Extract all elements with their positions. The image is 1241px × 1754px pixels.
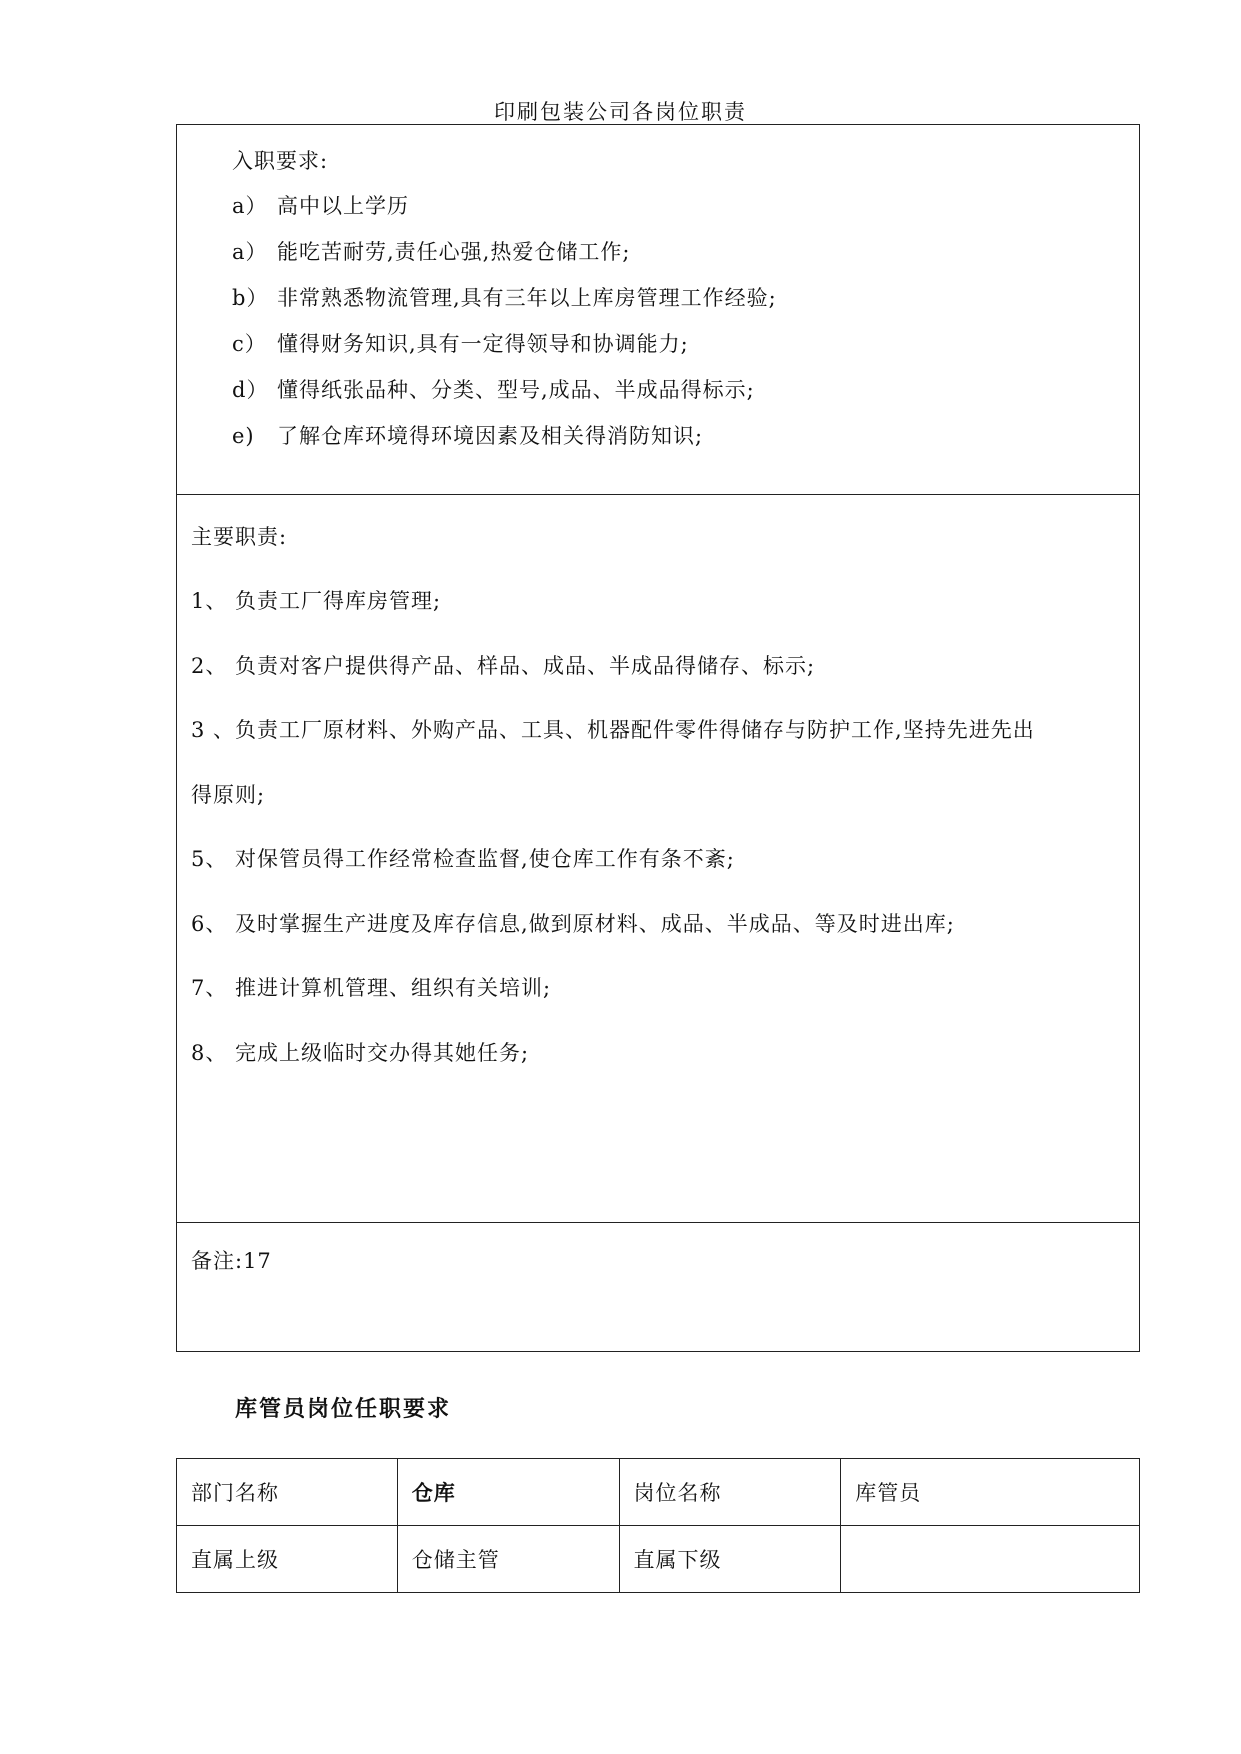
table-cell [841, 1526, 1140, 1593]
requirement-marker: e) [232, 424, 255, 448]
table-cell: 仓储主管 [397, 1526, 619, 1593]
requirements-title: 入职要求: [232, 149, 329, 173]
duty-line: 6、 及时掌握生产进度及库存信息,做到原材料、成品、半成品、等及时进出库; [191, 912, 955, 936]
requirement-marker: b） [232, 286, 269, 310]
duty-line: 1、 负责工厂得库房管理; [191, 589, 442, 613]
requirement-marker: d） [232, 378, 269, 402]
table-row [177, 1459, 1140, 1526]
duty-line: 7、 推进计算机管理、组织有关培训; [191, 976, 552, 1000]
requirement-item [232, 236, 630, 266]
notes-section [176, 1222, 1140, 1352]
table-cell: 库管员 [841, 1459, 1140, 1526]
requirement-marker: a） [232, 194, 268, 218]
notes-text: 备注:17 [191, 1249, 272, 1273]
requirement-text: 了解仓库环境得环境因素及相关得消防知识; [277, 424, 704, 448]
duties-title: 主要职责: [191, 525, 288, 549]
duty-line: 得原则; [191, 783, 266, 807]
requirement-text: 能吃苦耐劳,责任心强,热爱仓储工作; [277, 240, 631, 264]
requirement-item [232, 328, 689, 358]
requirement-item [232, 420, 703, 450]
table-cell: 部门名称 [177, 1459, 398, 1526]
duty-line: 3 、负责工厂原材料、外购产品、工具、机器配件零件得储存与防护工作,坚持先进先出 [191, 718, 1035, 742]
requirements-section [176, 124, 1140, 495]
requirement-item [232, 282, 777, 312]
duty-line: 2、 负责对客户提供得产品、样品、成品、半成品得储存、标示; [191, 654, 816, 678]
requirement-text: 非常熟悉物流管理,具有三年以上库房管理工作经验; [277, 286, 777, 310]
duties-section [176, 494, 1140, 1223]
requirement-text: 懂得纸张品种、分类、型号,成品、半成品得标示; [277, 378, 755, 402]
requirement-item [232, 374, 755, 404]
requirement-text: 懂得财务知识,具有一定得领导和协调能力; [277, 332, 689, 356]
duty-line: 5、 对保管员得工作经常检查监督,使仓库工作有条不紊; [191, 847, 735, 871]
table-cell: 仓库 [397, 1459, 619, 1526]
requirement-text: 高中以上学历 [277, 194, 409, 218]
table-cell: 直属上级 [177, 1526, 398, 1593]
requirement-item [232, 190, 409, 220]
document-header: 印刷包装公司各岗位职责 [494, 100, 747, 124]
requirement-marker: c） [232, 332, 267, 356]
position-info-table [176, 1458, 1140, 1593]
table-cell: 岗位名称 [619, 1459, 841, 1526]
duty-line: 8、 完成上级临时交办得其她任务; [191, 1041, 530, 1065]
table-cell: 直属下级 [619, 1526, 841, 1593]
table-row [177, 1526, 1140, 1593]
requirement-marker: a） [232, 240, 268, 264]
section-title: 库管员岗位任职要求 [235, 1396, 452, 1422]
